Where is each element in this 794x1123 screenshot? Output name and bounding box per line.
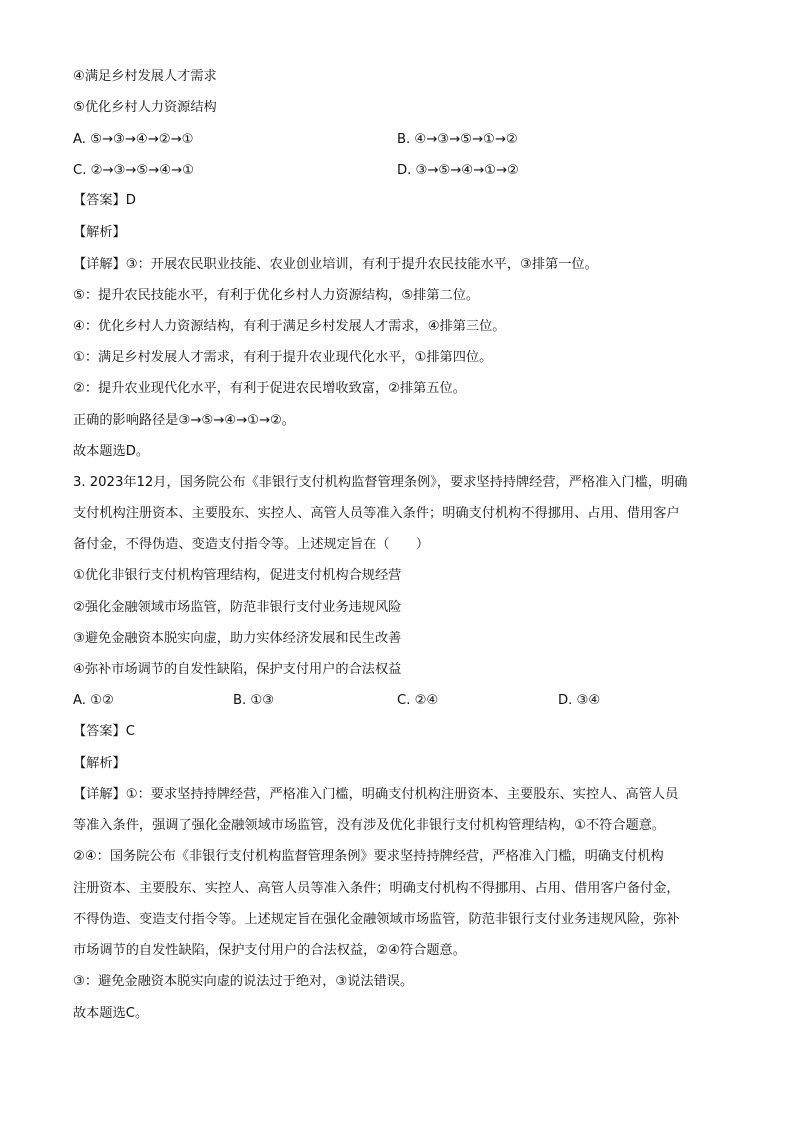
q3-option-c: C. ②④ [397, 693, 439, 708]
q3-item-1: ①优化非银行支付机构管理结构，促进支付机构合规经营 [73, 568, 402, 583]
q2-explain-line: ④：优化乡村人力资源结构，有利于满足乡村发展人才需求，④排第三位。 [73, 319, 506, 334]
q2-option-c: C. ②→③→⑤→④→① [73, 163, 194, 178]
q2-explain-line: ②：提升农业现代化水平，有利于促进农民增收致富，②排第五位。 [73, 381, 466, 396]
q3-stem-line: 支付机构注册资本、主要股东、实控人、高管人员等准入条件；明确支付机构不得挪用、占用、借用客户 [73, 506, 680, 521]
q3-option-d: D. ③④ [558, 693, 601, 708]
q3-stem-line: 备付金，不得伪造、变造支付指令等。上述规定旨在（ ） [73, 537, 430, 552]
q2-option-d: D. ③→⑤→④→①→② [397, 163, 519, 178]
q2-item-5: ⑤优化乡村人力资源结构 [73, 100, 217, 115]
q3-stem-line: 3. 2023年12月，国务院公布《非银行支付机构监督管理条例》，要求坚持持牌经营，严格准入门槛，明确 [73, 475, 688, 490]
q2-option-a: A. ⑤→③→④→②→① [73, 132, 194, 147]
q2-option-b: B. ④→③→⑤→①→② [397, 132, 518, 147]
q2-answer: 【答案】D [73, 193, 136, 208]
q2-explain-line: 【详解】③：开展农民职业技能、农业创业培训，有利于提升农民技能水平，③排第一位。 [73, 257, 598, 272]
q3-explain-line: 不得伪造、变造支付指令等。上述规定旨在强化金融领域市场监管，防范非银行支付业务违规风险，弥补 [73, 912, 680, 927]
q3-explain-line: ②④：国务院公布《非银行支付机构监督管理条例》要求坚持持牌经营，严格准入门槛，明确支付机构 [73, 849, 664, 864]
q3-explain-line: 【详解】①：要求坚持持牌经营，严格准入门槛，明确支付机构注册资本、主要股东、实控人、高管人员 [73, 787, 679, 802]
q3-option-b: B. ①③ [233, 693, 275, 708]
q3-explain-line: 注册资本、主要股东、实控人、高管人员等准入条件；明确支付机构不得挪用、占用、借用客户备付金， [73, 881, 680, 896]
q3-explain-line: ③：避免金融资本脱实向虚的说法过于绝对，③说法错误。 [73, 974, 414, 989]
q3-analysis-label: 【解析】 [73, 756, 126, 771]
q2-explain-line: 正确的影响路径是③→⑤→④→①→②。 [73, 413, 295, 428]
q2-explain-line: ①：满足乡村发展人才需求，有利于提升农业现代化水平，①排第四位。 [73, 350, 493, 365]
q3-item-4: ④弥补市场调节的自发性缺陷，保护支付用户的合法权益 [73, 662, 402, 677]
q3-item-3: ③避免金融资本脱实向虚，助力实体经济发展和民生改善 [73, 631, 402, 646]
q3-option-a: A. ①② [73, 693, 114, 708]
q3-answer: 【答案】C [73, 724, 135, 739]
q3-item-2: ②强化金融领域市场监管，防范非银行支付业务违规风险 [73, 600, 402, 615]
q2-explain-line: ⑤：提升农民技能水平，有利于优化乡村人力资源结构，⑤排第二位。 [73, 288, 480, 303]
q2-item-4: ④满足乡村发展人才需求 [73, 69, 217, 84]
q3-explain-line: 市场调节的自发性缺陷，保护支付用户的合法权益，②④符合题意。 [73, 943, 466, 958]
q2-analysis-label: 【解析】 [73, 225, 126, 240]
q2-explain-line: 故本题选D。 [73, 444, 150, 459]
q3-explain-line: 故本题选C。 [73, 1006, 149, 1021]
q3-explain-line: 等准入条件，强调了强化金融领域市场监管，没有涉及优化非银行支付机构管理结构，①不符合题意。 [73, 818, 666, 833]
